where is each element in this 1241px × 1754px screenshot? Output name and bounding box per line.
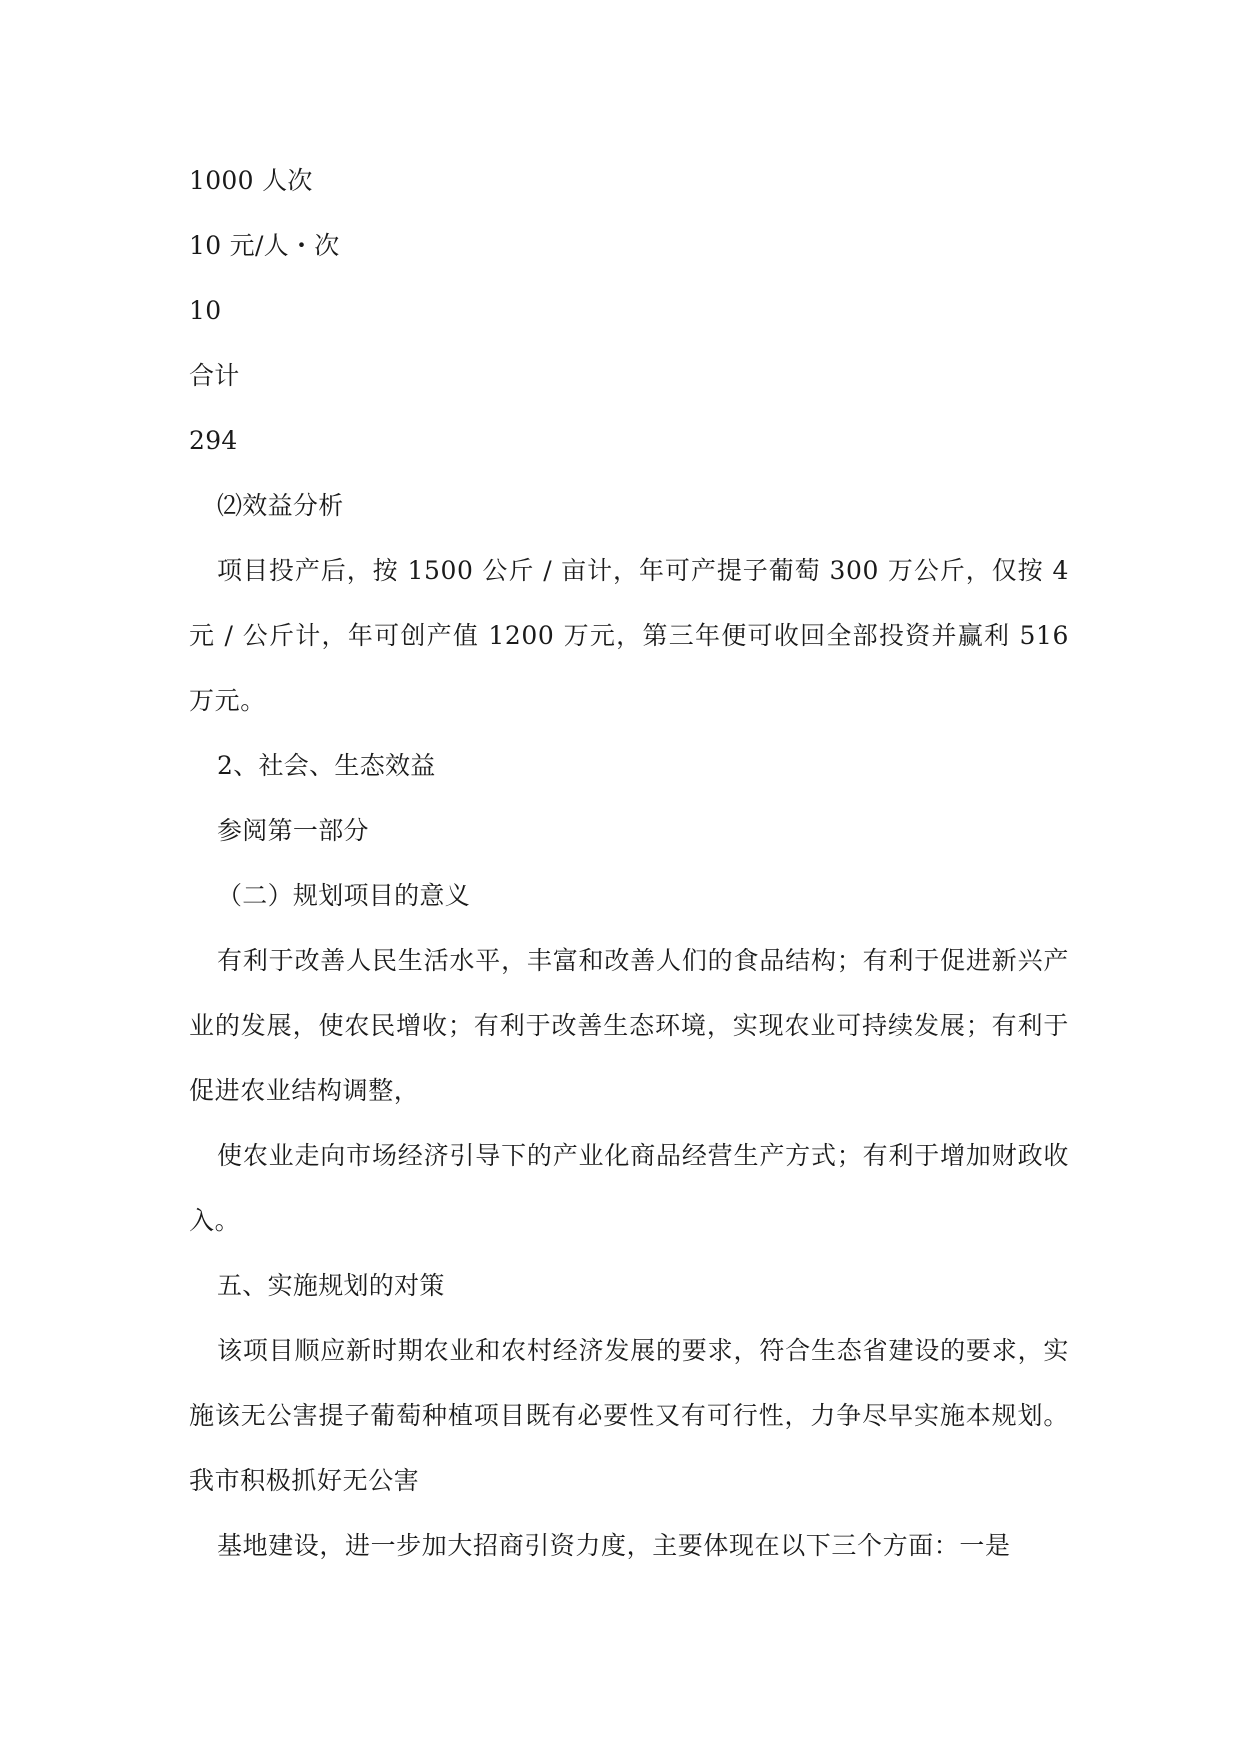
document-body (189, 148, 1069, 1578)
heading-benefit-analysis: ⑵效益分析 (217, 491, 344, 520)
heading-significance: （二）规划项目的意义 (217, 881, 471, 910)
see-part-one: 参阅第一部分 (217, 816, 369, 845)
table-cell-visitors: 1000 人次 (189, 166, 313, 195)
paragraph-significance-1: 有利于改善人民生活水平，丰富和改善人们的食品结构；有利于促进新兴产业的发展，使农民增收；有利于改善生态环境，实现农业可持续发展；有利于促进农业结构调整， (189, 946, 1069, 1105)
paragraph-countermeasures-2: 基地建设，进一步加大招商引资力度，主要体现在以下三个方面：一是 (217, 1531, 1011, 1560)
paragraph-significance-2: 使农业走向市场经济引导下的产业化商品经营生产方式；有利于增加财政收入。 (189, 1141, 1069, 1235)
heading-countermeasures: 五、实施规划的对策 (217, 1271, 445, 1300)
table-cell-total-label: 合计 (189, 361, 240, 390)
paragraph-production: 项目投产后，按 1500 公斤 / 亩计，年可产提子葡萄 300 万公斤，仅按 4 元 / 公斤计，年可创产值 1200 万元，第三年便可收回全部投资并赢利 516 万元。 (189, 556, 1069, 715)
table-cell-total-value: 294 (189, 426, 238, 455)
heading-social-benefits: 2、社会、生态效益 (217, 751, 436, 780)
table-cell-price: 10 元/人・次 (189, 231, 340, 260)
table-cell-amount: 10 (189, 296, 222, 325)
paragraph-countermeasures-1: 该项目顺应新时期农业和农村经济发展的要求，符合生态省建设的要求，实施该无公害提子葡萄种植项目既有必要性又有可行性，力争尽早实施本规划。我市积极抓好无公害 (189, 1336, 1069, 1495)
